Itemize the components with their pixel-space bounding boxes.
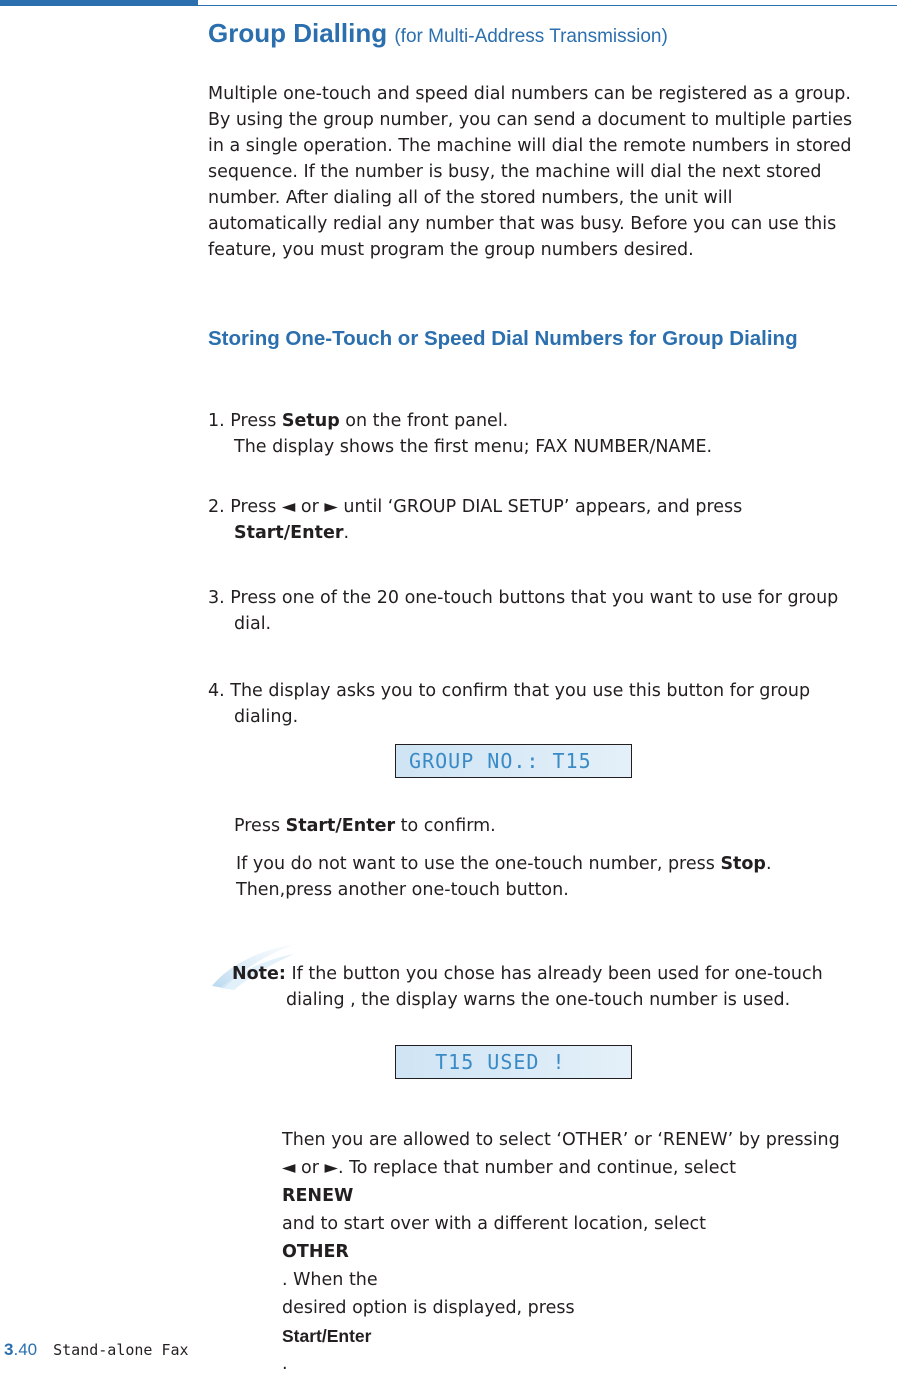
stop-text: If you do not want to use the one-touch number, press <box>236 854 721 874</box>
step-2 <box>208 494 742 546</box>
intro-line: in a single operation. The machine will dial the remote numbers in stored <box>208 136 852 156</box>
step-number: 3. <box>208 588 225 608</box>
stop-text-continued: Then,press another one-touch button. <box>236 880 569 900</box>
page-number: .40 <box>13 1340 38 1359</box>
stop-text: . <box>765 854 772 874</box>
step-text: The display asks you to confirm that you use this button for group <box>230 681 811 701</box>
step-text: Press ◄ or ► until ‘GROUP DIAL SETUP’ appears, and press <box>230 497 743 517</box>
step-text-continued <box>208 520 742 546</box>
start-enter-key-label: Start/Enter <box>234 523 344 543</box>
intro-line: By using the group number, you can send a document to multiple parties <box>208 110 853 130</box>
page-title-main: Group Dialling <box>208 18 388 48</box>
confirm-text: Press <box>234 816 286 836</box>
final-text: and to start over with a different location, select <box>282 1214 706 1234</box>
intro-line: sequence. If the number is busy, the machine will dial the next stored <box>208 162 822 182</box>
confirm-instruction <box>234 813 496 839</box>
step-text: Press one of the 20 one-touch buttons that you want to use for group <box>230 588 839 608</box>
final-text: . When the <box>282 1270 378 1290</box>
step-number: 4. <box>208 681 225 701</box>
intro-line: number. After dialing all of the stored numbers, the unit will <box>208 188 733 208</box>
page-title-subtitle: (for Multi-Address Transmission) <box>394 26 668 47</box>
section-heading: Storing One-Touch or Speed Dial Numbers for Group Dialing <box>208 327 798 350</box>
lcd-display-group-no: GROUP NO.: T15 <box>395 744 632 778</box>
final-line: Then you are allowed to select ‘OTHER’ or ‘RENEW’ by pressing <box>282 1130 840 1150</box>
final-text: . <box>282 1354 288 1374</box>
start-enter-key-label: Start/Enter <box>282 1326 372 1346</box>
final-instructions <box>282 1126 840 1378</box>
intro-line: feature, you must program the group numbers desired. <box>208 240 694 260</box>
step-text-continued: The display shows the first menu; FAX NUMBER/NAME. <box>234 437 713 457</box>
final-text: desired option is displayed, press <box>282 1298 575 1318</box>
note-text: If the button you chose has already been used for one-touch <box>285 964 823 984</box>
page-footer <box>4 1340 189 1360</box>
note-text-continued: dialing , the display warns the one-touch number is used. <box>286 990 791 1010</box>
confirm-text: to confirm. <box>395 816 496 836</box>
step-text-continued: dial. <box>234 614 272 634</box>
step-text: Press <box>230 411 282 431</box>
final-text: ◄ or ►. To replace that number and continue, select <box>282 1158 736 1178</box>
final-line <box>282 1210 840 1294</box>
step-number: 1. <box>208 411 225 431</box>
final-line <box>282 1294 840 1378</box>
step-4 <box>208 678 810 730</box>
renew-option-label: RENEW <box>282 1186 354 1206</box>
step-3 <box>208 585 838 637</box>
setup-key-label: Setup <box>281 411 340 431</box>
final-line <box>282 1154 840 1210</box>
footer-section-name: Stand-alone Fax <box>53 1341 189 1359</box>
step-text: . <box>343 523 350 543</box>
header-rule <box>198 5 897 6</box>
step-1 <box>208 408 712 460</box>
step-text: on the front panel. <box>339 411 509 431</box>
stop-instruction <box>236 851 772 903</box>
intro-paragraph <box>208 81 897 263</box>
start-enter-key-label: Start/Enter <box>285 816 396 836</box>
intro-line: Multiple one-touch and speed dial numbers can be registered as a group. <box>208 84 851 104</box>
stop-key-label: Stop <box>720 854 766 874</box>
step-text-continued: dialing. <box>234 707 299 727</box>
header-accent-bar <box>0 0 198 6</box>
chapter-number: 3 <box>4 1340 14 1359</box>
other-option-label: OTHER <box>282 1242 349 1262</box>
note-block <box>232 961 823 1013</box>
note-label: Note: <box>232 964 286 984</box>
step-number: 2. <box>208 497 225 517</box>
intro-line: automatically redial any number that was busy. Before you can use this <box>208 214 837 234</box>
lcd-display-used: T15 USED ! <box>395 1045 632 1079</box>
page-title <box>208 18 668 49</box>
